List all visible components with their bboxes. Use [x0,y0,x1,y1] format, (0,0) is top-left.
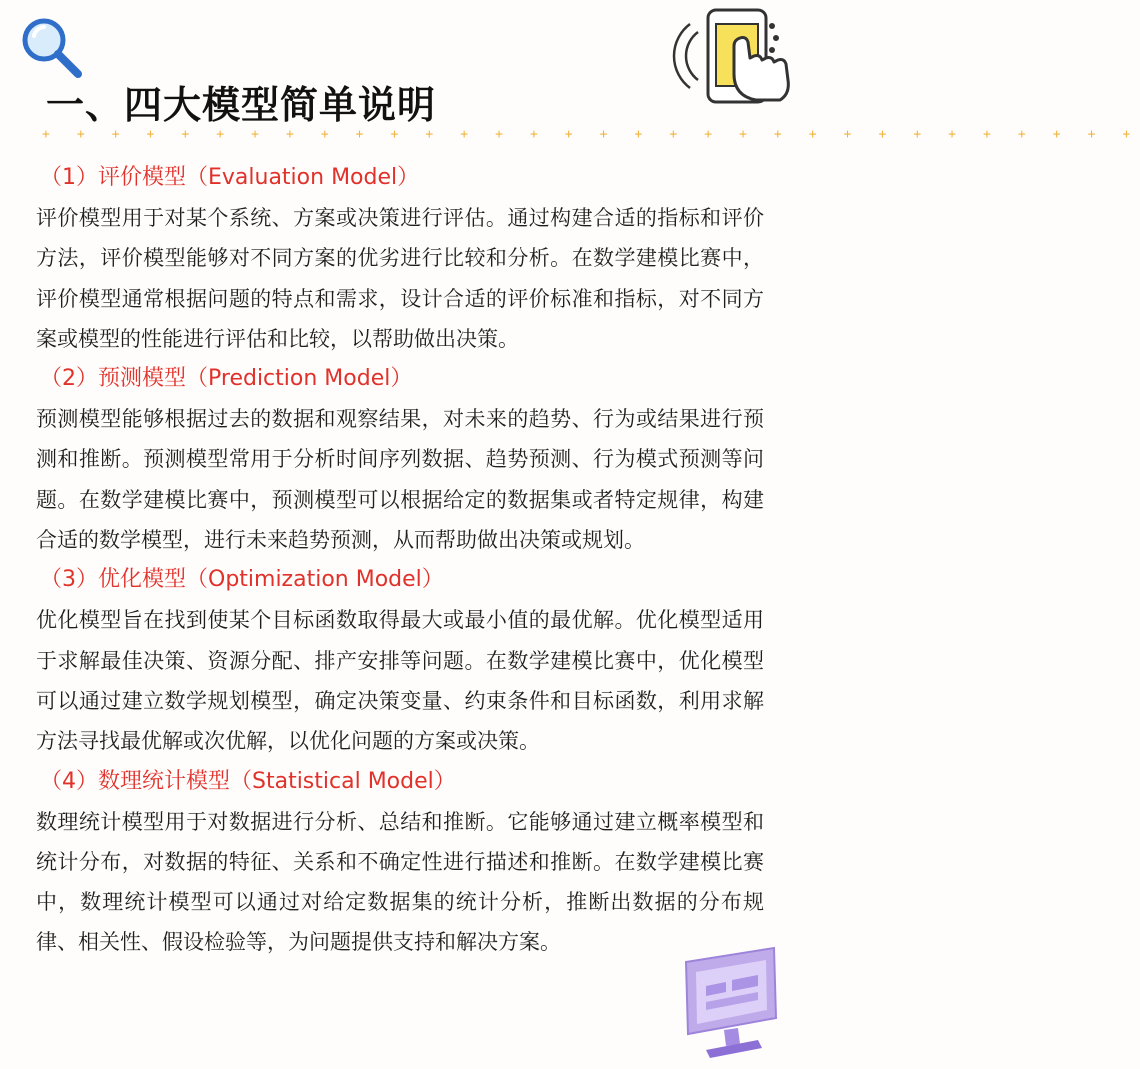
section-body: 数理统计模型用于对数据进行分析、总结和推断。它能够通过建立概率模型和统计分布，对数据的特征、关系和不确定性进行描述和推断。在数学建模比赛中，数理统计模型可以通过对给定数据集的统计分析，推断出数据的分布规律、相关性、假设检验等，为问题提供支持和解决方案。 [36,809,764,955]
content [36,158,764,963]
page-title: 一、四大模型简单说明 [46,83,437,127]
section-optimization-model [36,560,764,761]
section-evaluation-model [36,158,764,359]
section-body: 预测模型能够根据过去的数据和观察结果，对未来的趋势、行为或结果进行预测和推断。预测模型常用于分析时间序列数据、趋势预测、行为模式预测等问题。在数学建模比赛中，预测模型可以根据给定的数据集或者特定规律，构建合适的数学模型，进行未来趋势预测，从而帮助做出决策或规划。 [36,407,764,553]
section-heading: （1）评价模型（Evaluation Model） [40,165,420,190]
decorative-star-divider: + + + + + + + + + + + + + + + + + + + + + + + + + + + + + + + + [42,127,1140,142]
magnifier-icon [18,14,84,80]
section-heading: （3）优化模型（Optimization Model） [40,567,444,593]
section-heading: （2）预测模型（Prediction Model） [40,366,413,392]
section-body: 评价模型用于对某个系统、方案或决策进行评估。通过构建合适的指标和评价方法，评价模型能够对不同方案的优劣进行比较和分析。在数学建模比赛中，评价模型通常根据问题的特点和需求，设计合适的评价标准和指标，对不同方案或模型的性能进行评估和比较，以帮助做出决策。 [36,206,764,351]
section-heading: （4）数理统计模型（Statistical Model） [40,768,456,794]
section-statistical-model [36,762,764,963]
section-prediction-model [36,359,764,560]
touch-phone-icon [676,4,794,108]
section-body: 优化模型旨在找到使某个目标函数取得最大或最小值的最优解。优化模型适用于求解最佳决策、资源分配、排产安排等问题。在数学建模比赛中，优化模型可以通过建立数学规划模型，确定决策变量、约束条件和目标函数，利用求解方法寻找最优解或次优解，以优化问题的方案或决策。 [36,608,764,754]
